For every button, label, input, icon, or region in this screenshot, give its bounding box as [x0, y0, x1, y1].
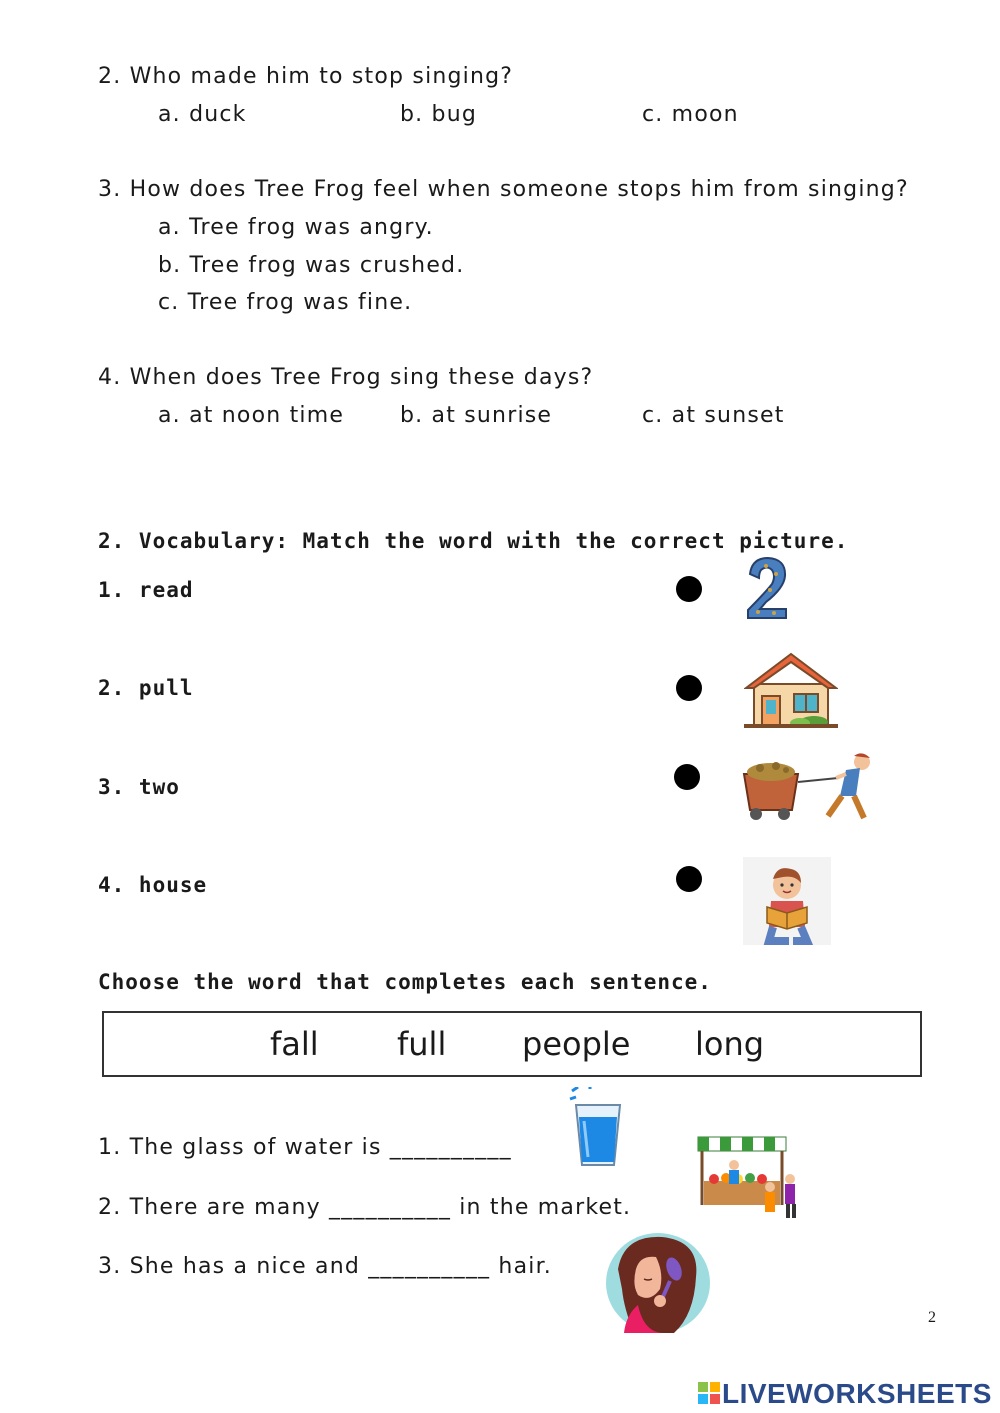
- vocab-word-pull: 2. pull: [98, 676, 194, 700]
- glass-of-water-icon: [568, 1087, 628, 1167]
- boy-pulling-cart-icon: [742, 752, 878, 824]
- question-2-option-b[interactable]: b. bug: [400, 102, 478, 127]
- liveworksheets-logo-icon: [698, 1382, 720, 1404]
- question-2-text: 2. Who made him to stop singing?: [98, 64, 514, 89]
- vocab-word-house: 4. house: [98, 873, 208, 897]
- question-2-option-a[interactable]: a. duck: [158, 102, 247, 127]
- vocabulary-heading: 2. Vocabulary: Match the word with the correct picture.: [98, 529, 849, 553]
- liveworksheets-brand-text: LIVEWORKSHEETS: [722, 1378, 992, 1409]
- boy-reading-icon: [743, 857, 831, 945]
- question-3-option-c[interactable]: c. Tree frog was fine.: [158, 290, 413, 315]
- sentence-1[interactable]: 1. The glass of water is __________: [98, 1135, 512, 1160]
- question-4-text: 4. When does Tree Frog sing these days?: [98, 365, 594, 390]
- match-dot-1[interactable]: [676, 576, 702, 602]
- match-dot-4[interactable]: [676, 866, 702, 892]
- vocab-word-two: 3. two: [98, 775, 180, 799]
- girl-brushing-hair-icon: [604, 1229, 716, 1335]
- question-4-option-c[interactable]: c. at sunset: [642, 403, 785, 428]
- word-bank: [102, 1011, 922, 1077]
- liveworksheets-logo[interactable]: [696, 1378, 996, 1410]
- word-bank-long[interactable]: long: [695, 1025, 765, 1063]
- match-dot-3[interactable]: [674, 764, 700, 790]
- number-two-icon: [742, 554, 792, 622]
- question-3-text: 3. How does Tree Frog feel when someone stops him from singing?: [98, 177, 909, 202]
- question-3-option-b[interactable]: b. Tree frog was crushed.: [158, 253, 465, 278]
- completion-heading: Choose the word that completes each sentence.: [98, 970, 712, 994]
- house-icon: [744, 650, 838, 728]
- word-bank-people[interactable]: people: [522, 1025, 631, 1063]
- market-stall-icon: [694, 1135, 806, 1221]
- vocab-word-read: 1. read: [98, 578, 194, 602]
- page-number: 2: [928, 1309, 936, 1326]
- question-3-option-a[interactable]: a. Tree frog was angry.: [158, 215, 434, 240]
- question-4-option-b[interactable]: b. at sunrise: [400, 403, 553, 428]
- match-dot-2[interactable]: [676, 675, 702, 701]
- question-2-option-c[interactable]: c. moon: [642, 102, 739, 127]
- word-bank-fall[interactable]: fall: [270, 1025, 319, 1063]
- sentence-3[interactable]: 3. She has a nice and __________ hair.: [98, 1254, 552, 1279]
- question-4-option-a[interactable]: a. at noon time: [158, 403, 345, 428]
- word-bank-full[interactable]: full: [397, 1025, 447, 1063]
- sentence-2[interactable]: 2. There are many __________ in the market.: [98, 1195, 632, 1220]
